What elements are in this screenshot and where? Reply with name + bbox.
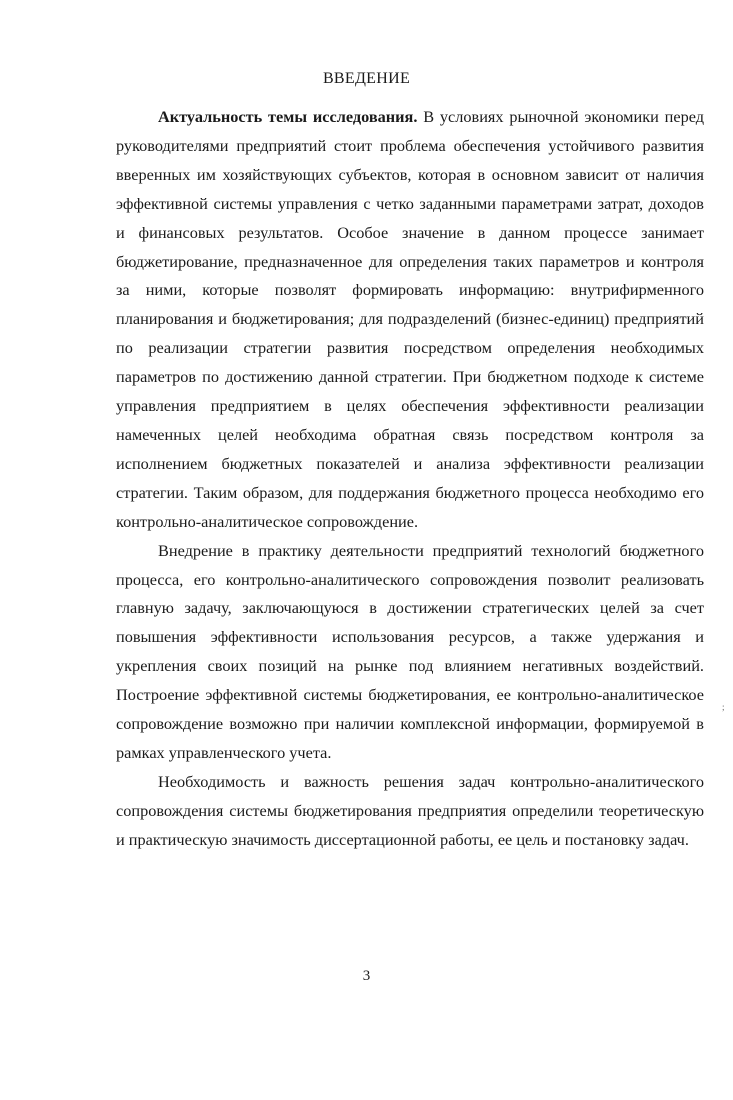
paragraph-text: В условиях рыночной экономики перед руководителями предприятий стоит проблема обеспечения устойчивого развития вверенных им хозяйствующих субъектов, которая в основном зависит от наличия эффективной системы управления с четко заданными параметрами затрат, доходов и финансовых результатов. Особое значение в данном процессе занимает бюджетирование, предназначенное для определения таких параметров и контроля за ними, которые позволят формировать информацию: внутрифирменного планирования и бюджетирования; для подразделений (бизнес-единиц) предприятий по реализации стратегии развития посредством определения необходимых параметров по достижению данной стратегии. При бюджетном подходе к системе управления предприятием в целях обеспечения эффективности реализации намеченных целей необходима обратная связь посредством контроля за исполнением бюджетных показателей и анализа эффективности реализации стратегии. Таким образом, для поддержания бюджетного процесса необходимо его контрольно-аналитическое сопровождение.: [116, 107, 704, 531]
body-text: [116, 103, 704, 855]
paragraph-text: Внедрение в практику деятельности предприятий технологий бюджетного процесса, его контрольно-аналитического сопровождения позволит реализовать главную задачу, заключающуюся в достижении стратегических целей за счет повышения эффективности использования ресурсов, а также удержания и укрепления своих позиций на рынке под влиянием негативных воздействий. Построение эффективной системы бюджетирования, ее контрольно-аналитическое сопровождение возможно при наличии комплексной информации, формируемой в рамках управленческого учета.: [116, 540, 704, 762]
margin-mark: ;: [722, 702, 725, 712]
paragraph-1: [116, 103, 704, 537]
paragraph-text: Необходимость и важность решения задач контрольно-аналитического сопровождения системы бюджетирования предприятия определили теоретическую и практическую значимость диссертационной работы, ее цель и постановку задач.: [116, 771, 704, 849]
page-number: 3: [362, 968, 371, 984]
page-title: ВВЕДЕНИЕ: [322, 70, 411, 87]
paragraph-2: [116, 537, 704, 768]
paragraph-3: [116, 768, 704, 855]
paragraph-lead: Актуальность темы исследования.: [158, 107, 418, 126]
